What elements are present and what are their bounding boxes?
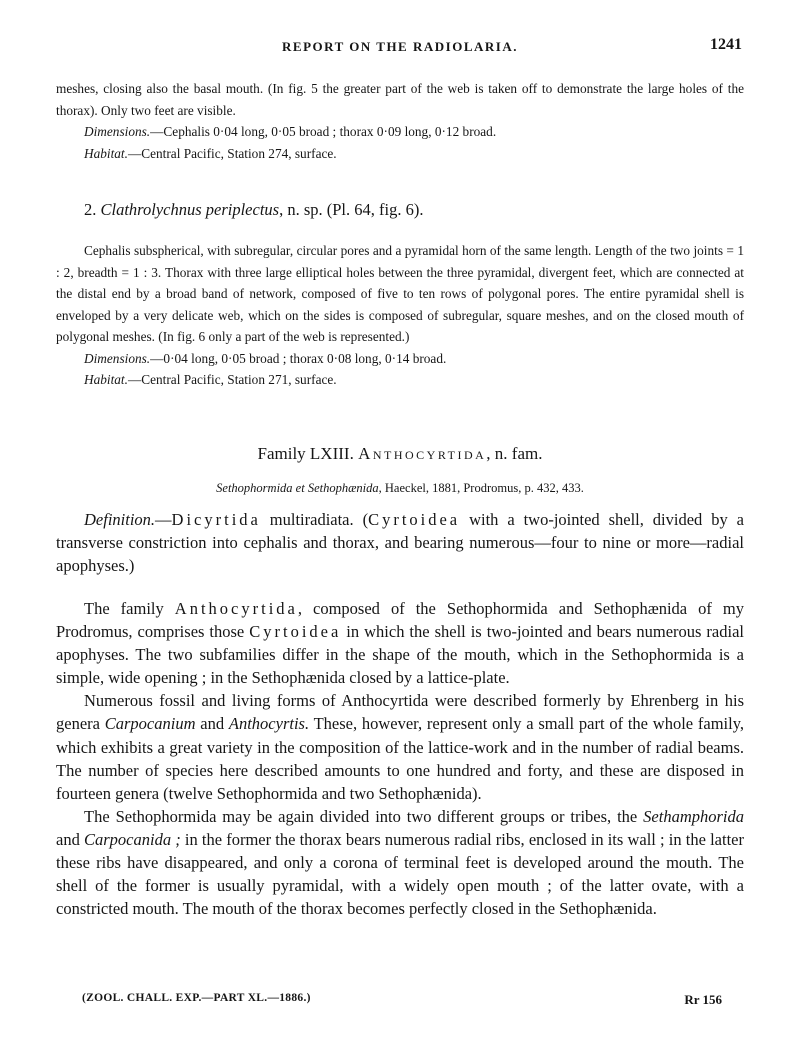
habitat-text: —Central Pacific, Station 274, surface.: [127, 145, 337, 161]
tribe-carpocanida: Carpocanida ;: [83, 829, 181, 849]
species-heading-rest: , n. sp. (Pl. 64, fig. 6).: [279, 200, 424, 219]
genus-carpocanium: Carpocanium: [104, 714, 196, 734]
definition-label: Definition.: [84, 510, 156, 529]
family-suffix: , n. fam.: [486, 444, 543, 463]
dimensions-label: Dimensions.: [84, 124, 151, 139]
dimensions-text: —Cephalis 0·04 long, 0·05 broad ; thorax 0·09 long, 0·12 broad.: [150, 124, 497, 139]
text-run: in which the shell is two-jointed and bears numerous radial apophyses. The two subfamilies differ in the shape of the mouth, which in the Sethophormida is a simple, wide opening ; in the Sethophænida closed by a lattice-plate.: [56, 622, 744, 688]
habitat-line: [56, 369, 744, 391]
species-number: 2.: [84, 200, 97, 219]
species-heading: [84, 200, 423, 220]
paragraph-3: [56, 805, 744, 920]
description-paragraph: Cephalis subspherical, with subregular, circular pores and a pyramidal horn of the same length. Length of the two joints = 1 : 2, breadth = 1 : 3. Thorax with three large elliptical holes between the three pyramidal, divergent feet, which are connected at the distal end by a broad band of network, composed of five to ten rows of polygonal pores. The entire pyramidal shell is enveloped by a very delicate web, which on the sides is composed of subregular, square meshes, and on the closed mouth of polygonal meshes. (In fig. 6 only a part of the web is represented.): [56, 243, 744, 344]
dimensions-label: Dimensions.: [84, 350, 151, 366]
tribe-sethamphorida: Sethamphorida: [643, 806, 744, 826]
text-run: Numerous fossil and living forms of Anthocyrtida were described formerly by Ehrenberg in his genera: [56, 691, 744, 734]
term-dicyrtida: Dicyrtida: [171, 510, 261, 529]
text-run: in the former the thorax bears numerous radial ribs, enclosed in its wall ; in the latter these ribs have disappeared, and only a corona of terminal feet is developed around the mouth. The shell of the former is usually pyramidal, with a widely open mouth ; of the latter ovate, with a constricted mouth. The mouth of the thorax becomes perfectly closed in the Sethophænida.: [56, 829, 744, 919]
species-1-continuation: [56, 78, 744, 164]
dimensions-line: [56, 348, 744, 370]
term-cyrtoidea: Cyrtoidea: [249, 622, 342, 642]
definition-text-2: with a two-jointed shell, divided by a transverse constriction into cephalis and thorax, and bearing numerous—four to nine or more—radial apophyses.): [56, 510, 744, 576]
habitat-label: Habitat.: [84, 145, 128, 161]
text-run: , composed of the Sethophormida and Sethophænida of my Prodromus, comprises those: [56, 599, 744, 642]
species-name: Clathrolychnus periplectus: [100, 200, 280, 219]
habitat-text: —Central Pacific, Station 271, surface.: [127, 372, 337, 387]
synonymy-names: Sethophormida et Sethophænida: [216, 481, 379, 495]
running-title: REPORT ON THE RADIOLARIA.: [282, 39, 518, 54]
text-run: The family: [84, 599, 175, 618]
synonymy-line: [0, 481, 800, 496]
paragraph-2: [56, 689, 744, 804]
family-name: Anthocyrtida: [358, 444, 487, 463]
genus-anthocyrtis: Anthocyrtis.: [228, 714, 310, 734]
term-anthocyrtida: Anthocyrtida: [174, 599, 298, 618]
species-2-description: [56, 240, 744, 391]
dimensions-line: [56, 121, 744, 143]
habitat-label: Habitat.: [84, 372, 128, 387]
text-run: and: [195, 714, 229, 734]
term-cyrtoidea: Cyrtoidea: [368, 510, 461, 529]
printer-signature: Rr 156: [684, 992, 722, 1007]
description-paragraph: meshes, closing also the basal mouth. (In fig. 5 the greater part of the web is taken off to demonstrate the large holes of the thorax). Only two feet are visible.: [56, 81, 744, 118]
text-run: and: [56, 829, 84, 849]
dimensions-text: —0·04 long, 0·05 broad ; thorax 0·08 long, 0·14 broad.: [150, 350, 447, 366]
definition-paragraph: [56, 508, 744, 577]
page-number: 1241: [710, 36, 742, 53]
page-footer: [82, 992, 722, 1012]
family-heading: [0, 444, 800, 464]
publication-footnote: (ZOOL. CHALL. EXP.—PART XL.—1886.): [82, 992, 311, 1004]
text-run: These, however, represent only a small part of the whole family, which exhibits a great variety in the composition of the lattice-work and in the number of radial beams. The number of species here described amounts to one hundred and forty, and these are disposed in fourteen genera (twelve Sethophormida and two Sethophænida).: [56, 714, 745, 803]
paragraph-1: [56, 597, 744, 689]
definition-dash: —: [155, 510, 172, 529]
family-prefix: Family LXIII.: [257, 444, 354, 463]
habitat-line: [56, 143, 744, 165]
body-text: [56, 597, 744, 920]
synonymy-citation: , Haeckel, 1881, Prodromus, p. 432, 433.: [378, 481, 584, 495]
page-header: [56, 36, 744, 58]
definition-text-1: multiradiata. (: [260, 510, 369, 529]
family-definition: [56, 508, 744, 577]
text-run: The Sethophormida may be again divided into two different groups or tribes, the: [84, 806, 644, 826]
